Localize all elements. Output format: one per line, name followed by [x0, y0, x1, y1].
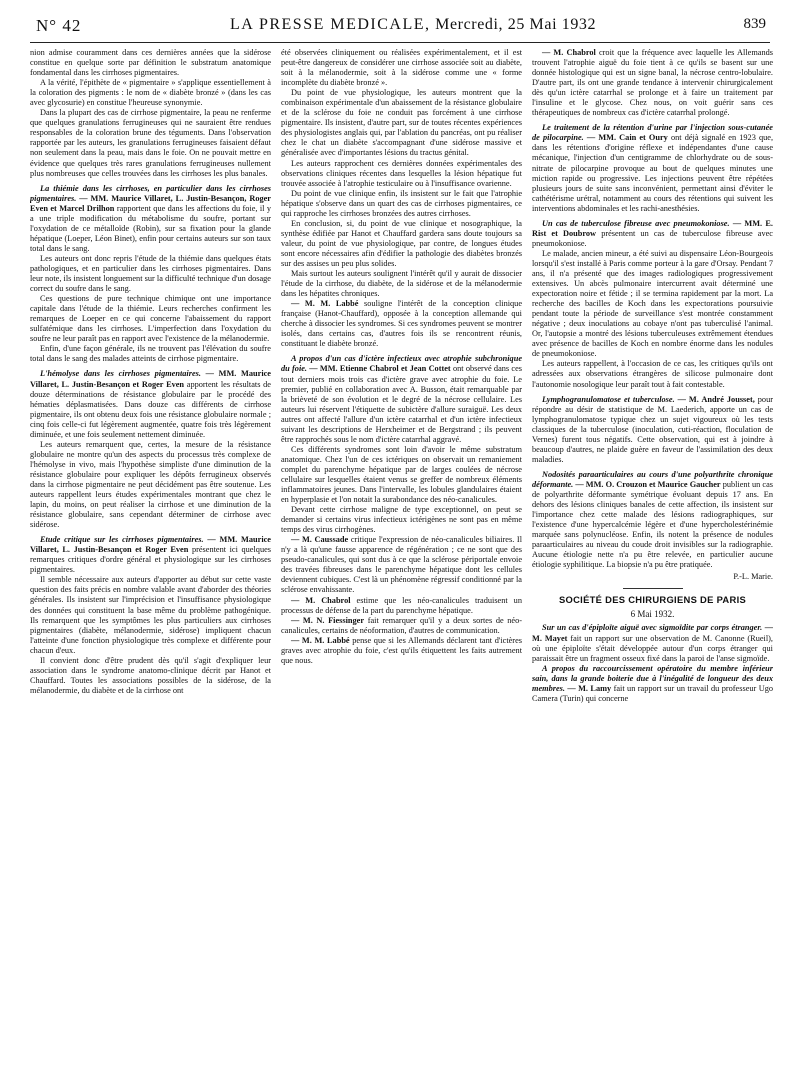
article-thiemie: [30, 184, 271, 254]
article-title: Etude critique sur les cirrhoses pigmentaires.: [40, 535, 204, 545]
article-text: ont déjà signalé en 1923 que, dans les rétentions d'origine réflexe et indépendantes d'une cause mécanique, l'injection d'un centigramme de chlorhydrate ou de sous-nitrate de pilocarpine provoque au bout de quelques minutes une miction rapide ou progressive. Les injections peuvent être répétées plusieurs jours de suite sans inconvénient, permettant ainsi d'éviter le cathétérisme urétral, notamment au cours des rétentions qui suivent les interventions abdominales et les rachi-anesthésies.: [532, 133, 773, 213]
paragraph: En conclusion, si, du point de vue clinique et nosographique, la synthèse édifiée par Hanot et Chauffard gardera sans doute toujours sa valeur, du point de vue physiologique, par contre, de longues études sont encore nécessaires afin d'édifier la pathologie des diabètes bronzés sur des assises un peu plus solides.: [281, 218, 522, 268]
discussion-text: fait remarquer qu'il y a deux sortes de néo-canalicules, certains de néoformation, d'autres de communication.: [281, 615, 522, 635]
article-text: rapportent que dans les affections du foie, il y a une triple modification du métabolisme du soufre, portant sur l'oxydation de ce métalloïde (Robin), sur sa fixation pour la glande hépatique (Loeper, Léon Binet), enfin pour certains auteurs sur son taux total dans le sang.: [30, 203, 271, 253]
discussion-labbe-2: [281, 636, 522, 666]
article-pilocarpine: [532, 123, 773, 213]
article-nodosites: [532, 470, 773, 570]
article-epiploite: [532, 623, 773, 663]
article-ictere: [281, 354, 522, 444]
journal-name: LA PRESSE MEDICALE,: [230, 16, 431, 33]
article-authors: — MM. Cain et Oury: [586, 133, 668, 143]
article-text: apportent les résultats de douze déterminations de résistance globulaire par le procédé des hématies déplasmatisées. Dans douze cas différents de cirrhose pigmentaire, ils ont obtenu deux fois une résistance globulaire normale ; cinq fois celle-ci fut légèrement augmentée, quatre fois très légèrement diminuée, et une fois seulement nettement diminuée.: [30, 379, 271, 439]
article-text: fait un rapport sur un travail du professeur Ugo Camera (Turin) qui concerne: [532, 683, 773, 703]
paragraph: Du point de vue physiologique, les auteurs montrent que la combinaison expérimentale d'un abaissement de la résistance globulaire et de la sclérose du foie ne conduit pas forcément à une cirrhose pigmentaire. Ils insistent, d'autre part, sur de toutes récentes expériences des physiologistes anglais qui, par l'ablation du pancréas, ont pu réaliser chez le chat un diabète s'accompagnant d'une sidérose massive et généralisée avec d'importantes lésions du tractus génital.: [281, 88, 522, 158]
discussion-chabrol-2: [532, 48, 773, 118]
paragraph: nion admise couramment dans ces dernières années que la sidérose constitue en quelque sorte par définition le substratum anatomique fondamental dans les cirrhoses pigmentaires.: [30, 48, 271, 78]
paragraph: Les auteurs rappellent, à l'occasion de ce cas, les critiques qu'ils ont adressées aux observations étrangères de silicose pulmonaire dont l'autonomie nosologique leur paraît tout à fait contestable.: [532, 359, 773, 389]
article-authors: — MM. E. Rist et Doubrow: [532, 218, 773, 238]
article-text: publient un cas de polyarthrite déformante symétrique évoluant depuis 17 ans. En dehors des lésions cliniques banales de cette affection, ils insistent sur l'importance chez cette malade des lésions radiographiques, sur l'existence d'une hypercalcémie légère et d'une hypercholestérinémie marquée sans polynucléose. Enfin, ils notent la présence de nodules paraarticulaires au niveau du coude droit invisibles sur la radiographie. Aucune étiologie nette n'a pu être relevée, en particulier aucune étiologie syphilitique. La biopsie n'a pu être pratiquée.: [532, 479, 773, 570]
article-authors: — M. Lamy: [567, 683, 612, 693]
paragraph: Mais surtout les auteurs soulignent l'intérêt qu'il y aurait de dissocier l'étude de la cirrhose, du diabète, de la sidérose et de la mélanodermie dans les hépatites chroniques.: [281, 269, 522, 299]
discussion-caussade: [281, 535, 522, 595]
article-title: A propos d'un cas d'ictère infectieux avec atrophie subchronique du foie.: [281, 354, 522, 374]
issue-number: N° 42: [36, 16, 82, 35]
signature: P.-L. Marie.: [733, 572, 773, 582]
speaker: — M. M. Labbé: [291, 299, 359, 309]
running-title: [230, 16, 596, 34]
article-text: ont observé dans ces tout derniers mois trois cas d'ictère grave avec atrophie du foie. Le premier, publié en collaboration avec A. Busson, était remarquable par la brièveté de son évolution et le degré de la nécrose cellulaire. Les auteurs lui réservent l'étiquette de subictère d'allure suraiguë. Les deux autres ont affecté l'allure d'un ictère catarrhal et d'un ictère infectieux suivant les descriptions de Herxheimer et de Bergstrand ; ils peuvent être rapprochés sous le nom d'ictère catarrhal aggravé.: [281, 364, 522, 444]
discussion-chabrol: [281, 596, 522, 616]
article-authors: — M. Mayet: [532, 623, 773, 643]
page-header: [30, 14, 770, 43]
article-text: pour répondre au désir de statistique de M. Laederich, apporte un cas de lymphogranulomatose typique chez un sujet vigoureux où les tests classiques de la tuberculose (inoculation, cuti-réaction, floculation de Vernes) furent tous négatifs. Cette observation, qui est à joindre à beaucoup d'autres, ne plaide guère en faveur de l'assimilation des deux maladies.: [532, 394, 773, 464]
discussion-fiessinger: [281, 616, 522, 636]
article-columns: [30, 48, 774, 1072]
paragraph: été observées cliniquement ou réalisées expérimentalement, et il est peut-être dangereux de considérer une cirrhose associée soit au diabète, soit à la mélanodermie, soit à la sidérose comme une « forme incomplète du diabète bronzé ».: [281, 48, 522, 88]
paragraph: Il convient donc d'être prudent dès qu'il s'agit d'expliquer leur association dans le syndrome anatomo-clinique décrit par Hanot et Chauffard. Toutes les associations possibles de la sidérose, de la mélanodermie, du diabète et de la cirrhose ont: [30, 655, 271, 695]
article-title: A propos du raccourcissement opératoire du membre inférieur sain, dans la grande boiterie due à l'inégalité de longueur des deux membres.: [532, 663, 773, 693]
paragraph: Ces différents syndromes sont loin d'avoir le même substratum anatomique. Chez l'un de ces ictériques on observait un remaniement complet du parenchyme hépatique par de larges coulées de nécrose cellulaire sur lesquelles étaient venus se greffer de nombreux éléments inflammatoires jeunes. Dans l'intervalle, les lobules glandulaires étaient en hyperplasie et l'on notait la surabondance des néo-canalicules.: [281, 444, 522, 505]
article-title: Le traitement de la rétention d'urine par l'injection sous-cutanée de pilocarpine.: [532, 123, 773, 143]
article-etude-critique: [30, 535, 271, 575]
paragraph: Ces questions de pure technique chimique ont une importance capitale dans l'étude de la thiémie. Leurs recherches confirment les remarques de Loeper en ce qui concerne l'abaissement du rapport sulfatémique dans les cirrhoses. L'imperfection dans l'oxydation du soufre ne leur paraît pas en rapport avec l'existence de la mélanodermie.: [30, 294, 271, 344]
article-authors: — MM. Maurice Villaret, L. Justin-Besançon et Roger Even: [30, 369, 271, 389]
society-date: 6 Mai 1932.: [630, 609, 675, 620]
discussion-text: souligne l'intérêt de la conception clinique française (Hanot-Chauffard), opposée à la conception allemande qui cherche à dissocier les syndromes. Si ces syndromes peuvent se montrer isolés, dans certains cas, d'autres fois ils se rencontrent réunis, constituant le diabète bronzé.: [281, 299, 522, 349]
article-lymphogranulomatose: [532, 395, 773, 465]
article-authors: — MM. Maurice Villaret, L. Justin-Besançon et Roger Even: [30, 535, 271, 555]
discussion-text: estime que les néo-canalicules traduisent un processus de défense de la part du parenchyme hépatique.: [281, 595, 522, 615]
society-heading: SOCIÉTÉ DES CHIRURGIENS DE PARIS: [558, 594, 747, 606]
paragraph: A la vérité, l'épithète de « pigmentaire » s'applique essentiellement à la coloration des pigments : le nom de « diabète bronzé » (dans les cas avec glycosurie) en constitue l'heureuse synonymie.: [30, 78, 271, 108]
article-tuberculose: [532, 219, 773, 249]
column-2: [281, 48, 522, 1072]
paragraph: Le malade, ancien mineur, a été suivi au dispensaire Léon-Bourgeois lorsqu'il s'est installé à Paris comme porteur à la gare d'Orsay. Pendant 7 ans, il n'a présenté que des images radiologiques progressivement extensives. Un abcès pulmonaire intercurrent avait déterminé une expectoration noire et fétide ; il se termina rapidement par la mort. La recherche des bacilles de Koch dans les expectorations poursuivie pendant toute la période de surveillance s'est montrée constamment négative ; deux inoculations au cobaye n'ont pas tuberculisé l'animal. Or, l'autopsie a montré des lésions tuberculeuses extrêmement étendues avec présence de bacilles de Koch en nombre énorme dans les nodules de pneumokoniose.: [532, 248, 773, 359]
speaker: — M. Chabrol: [291, 595, 351, 605]
speaker: — M. Caussade: [291, 535, 349, 545]
article-text: présentent ici quelques remarques critiques d'ordre général et physiologique sur les cirrhoses pigmentaires.: [30, 545, 271, 575]
article-hemolyse: [30, 369, 271, 439]
paragraph: Dans la plupart des cas de cirrhose pigmentaire, la peau ne renferme que quelques granulations ferrugineuses qui ne sauraient être rendues responsables de la coloration brune des téguments. Dans l'observation rapportée par les auteurs, les granulations ferrugineuses faisaient défaut non seulement dans la peau, mais dans le foie. On ne pouvait mettre en évidence que quelques très rares granulations ferrugineuses nullement plus nombreuses que celles trouvées dans les cirrhoses les plus banales.: [30, 108, 271, 178]
issue-date: Mercredi, 25 Mai 1932: [435, 16, 597, 33]
speaker: — M. N. Fiessinger: [291, 615, 365, 625]
article-raccourcissement: [532, 664, 773, 704]
paragraph: Les auteurs rapprochent ces dernières données expérimentales des observations cliniques récentes dans lesquelles la lésion hépatique fut trouvée associée à l'atrophie testiculaire ou à l'insuffisance ovarienne.: [281, 158, 522, 188]
discussion-text: croit que la fréquence avec laquelle les Allemands trouvent l'atrophie aiguë du foie tient à ce qu'ils se basent sur une donnée histologique qui est un signe banal, la nécrose centro-lobulaire. D'autre part, ils ont une grande tendance à intervenir chirurgicalement dès qu'un ictère catarrhal se prolonge et à faire un traitement par l'insuline et le glycose. Chez nous, on voit guérir sans ces thérapeutiques de nombreux cas d'ictère catarrhal prolongé.: [532, 48, 773, 118]
paragraph: Il semble nécessaire aux auteurs d'apporter au début sur cette vaste question des faits précis en nombre valable avant d'aborder des théories générales. Ils insistent sur l'imprécision et l'insuffisance physiologique des données qui constituent la base même du problème pathogénique. Ils remarquent que les symptômes les plus particuliers aux cirrhoses pigmentaires (diabète, mélanodermie, sidérose) impliquent chacun l'atteinte d'une fonction physiologique très complexe et différente pour chacun d'eux.: [30, 575, 271, 655]
article-authors: — MM. Etienne Chabrol et Jean Cottet: [309, 364, 451, 374]
article-authors: — M. André Jousset,: [677, 394, 755, 404]
article-title: Lymphogranulomatose et tuberculose.: [542, 394, 675, 404]
article-text: présentent un cas de tuberculose fibreuse avec pneumokoniose.: [532, 228, 773, 248]
article-authors: — MM. O. Crouzon et Maurice Gaucher: [575, 479, 721, 489]
page-number: 839: [743, 16, 766, 32]
paragraph: Les auteurs ont donc repris l'étude de la thiémie dans quelques états pathologiques, et en particulier dans les cirrhoses pigmentaires. Dans leur note, ils insistent longuement sur la difficulté technique d'un dosage correct du soufre dans le sang.: [30, 253, 271, 294]
column-1: [30, 48, 271, 1072]
discussion-text: critique l'expression de néo-canalicules biliaires. Il n'y a là qu'une fausse apparence de régénération ; ce ne sont que des pseudo-canalicules, qui sont dus à ce que la sclérose périportale envoie des travées fibreuses dans le parenchyme hépatique dont les cellules deviennent cubiques. C'est là un phénomène régressif conditionné par la sclérose envahissante.: [281, 535, 522, 595]
paragraph: Les auteurs remarquent que, certes, la mesure de la résistance globulaire ne montre qu'un des aspects du processus très complexe de l'hémolyse in vivo, mais l'hypothèse simpliste d'une diminution de la résistance globulaire pour expliquer les dépôts ferrugineux observés dans la cirrhose pigmentaire ne peut décidément pas être soutenue. Les auteurs rappellent leurs études expérimentales montrant que chez le lapin, du moins, on peut réaliser la cirrhose et une diminution de la résistance globulaire, sans cependant déterminer de cirrhose avec sidérose.: [30, 439, 271, 530]
article-title: Nodosités paraarticulaires au cours d'une polyarthrite chronique déformante.: [532, 469, 773, 489]
speaker: — M. Chabrol: [542, 48, 596, 57]
paragraph: Enfin, d'une façon générale, ils ne trouvent pas l'élévation du soufre total dans le sang des malades atteints de cirrhose pigmentaire.: [30, 344, 271, 364]
article-title: L'hémolyse dans les cirrhoses pigmentaires.: [40, 369, 201, 379]
section-divider: [623, 588, 683, 589]
article-title: Sur un cas d'épiploïte aiguë avec sigmoïdite par corps étranger.: [542, 623, 763, 633]
paragraph: Du point de vue clinique enfin, ils insistent sur le fait que l'atrophie hépatique s'observe dans un quart des cas de cirrhoses pigmentaires, ce qui rapproche les cirrhoses bronzées des autres cirrhoses.: [281, 188, 522, 218]
article-title: Un cas de tuberculose fibreuse avec pneumokoniose.: [542, 218, 730, 228]
discussion-labbe: [281, 299, 522, 349]
paragraph: Devant cette cirrhose maligne de type exceptionnel, on peut se demander si certains virus infectieux ictérigènes ne sont pas en même temps des virus cirrhogènes.: [281, 505, 522, 535]
article-text: fait un rapport sur une observation de M. Canonne (Rueil), où une épiploïte s'était développée autour d'un corps étranger qui paraissait être un fragment osseux fixé dans la paroi de l'anse sigmoïde.: [532, 633, 773, 663]
article-authors: — MM. Maurice Villaret, L. Justin-Besançon, Roger Even et Marcel Drilhon: [30, 193, 271, 213]
discussion-text: pense que si les Allemands déclarent tant d'ictères graves avec atrophie du foie, c'est qu'ils étiquettent les faits autrement que nous.: [281, 635, 522, 665]
speaker: — M. M. Labbé: [291, 635, 350, 645]
article-title: La thiémie dans les cirrhoses, en particulier dans les cirrhoses pigmentaires.: [30, 183, 271, 203]
column-3: [532, 48, 773, 1072]
